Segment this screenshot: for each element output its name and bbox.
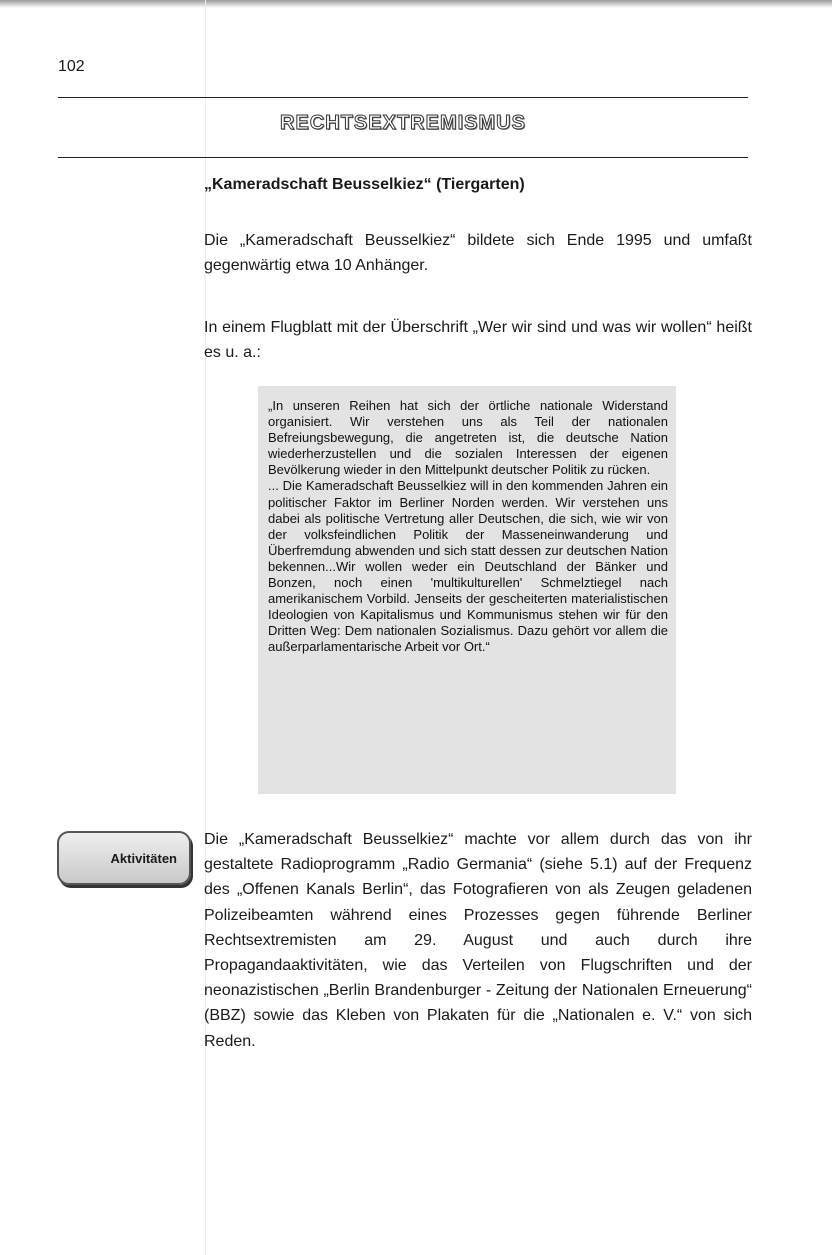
- quote-part-2: ... Die Kameradschaft Beusselkiez will in den kommenden Jahren ein politischer Faktor im Berliner Norden werden. Wir verstehen uns dabei als politische Vertretung aller Deutschen, die sich, wie wir von der volksfeindlichen Politik der Masseneinwanderung und Überfremdung abwenden und sich statt dessen zur deutschen Nation bekennen...Wir wollen weder ein Deutschland der Bänker und Bonzen, noch einen 'multikulturellen' Schmelztiegel nach amerikanischem Vorbild. Jenseits der gescheiterten materialistischen Ideologien von Kapitalismus und Kommunismus stehen wir für den Dritten Weg: Dem nationalen Sozialismus. Dazu gehört vor allem die außerparlamentarische Arbeit vor Ort.“: [268, 478, 668, 655]
- quote-part-1: „In unseren Reihen hat sich der örtliche nationale Widerstand organisiert. Wir verstehen uns als Teil der nationalen Befreiungsbewegung, die angetreten ist, die deutsche Nation wiederherzustellen und die sozialen Interessen der eigenen Bevölkerung wieder in den Mittelpunkt deutscher Politik zu rücken.: [268, 398, 668, 478]
- running-header: RECHTSEXTREMISMUS: [280, 112, 526, 134]
- intro-paragraph: Die „Kameradschaft Beusselkiez“ bildete sich Ende 1995 und umfaßt gegenwärtig etwa 10 Anhänger.: [204, 232, 752, 274]
- header-rule-top: [58, 97, 748, 98]
- page-number: 102: [58, 58, 85, 75]
- section-heading: „Kameradschaft Beusselkiez“ (Tiergarten): [204, 176, 525, 193]
- activities-margin-label: Aktivitäten: [57, 831, 191, 885]
- activities-paragraph: Die „Kameradschaft Beusselkiez“ machte vor allem durch das von ihr gestaltete Radioprogramm „Radio Germania“ (siehe 5.1) auf der Frequenz des „Offenen Kanals Berlin“, das Fotografieren von als Zeugen geladenen Polizeibeamten während eines Prozesses gegen führende Berliner Rechtsextremisten am 29. August und auch durch ihre Propagandaaktivitäten, wie das Verteilen von Flugschriften und der neonazistischen „Berlin Brandenburger - Zeitung der Nationalen Erneuerung“ (BBZ) sowie das Kleben von Plakaten für die „Nationalen e. V.“ von sich Reden.: [204, 831, 752, 1050]
- flyer-intro-paragraph: In einem Flugblatt mit der Überschrift „Wer wir sind und was wir wollen“ heißt es u. a.:: [204, 319, 752, 361]
- scan-top-edge: [0, 0, 832, 8]
- flyer-quote-box: [258, 386, 676, 794]
- header-rule-bottom: [58, 157, 748, 158]
